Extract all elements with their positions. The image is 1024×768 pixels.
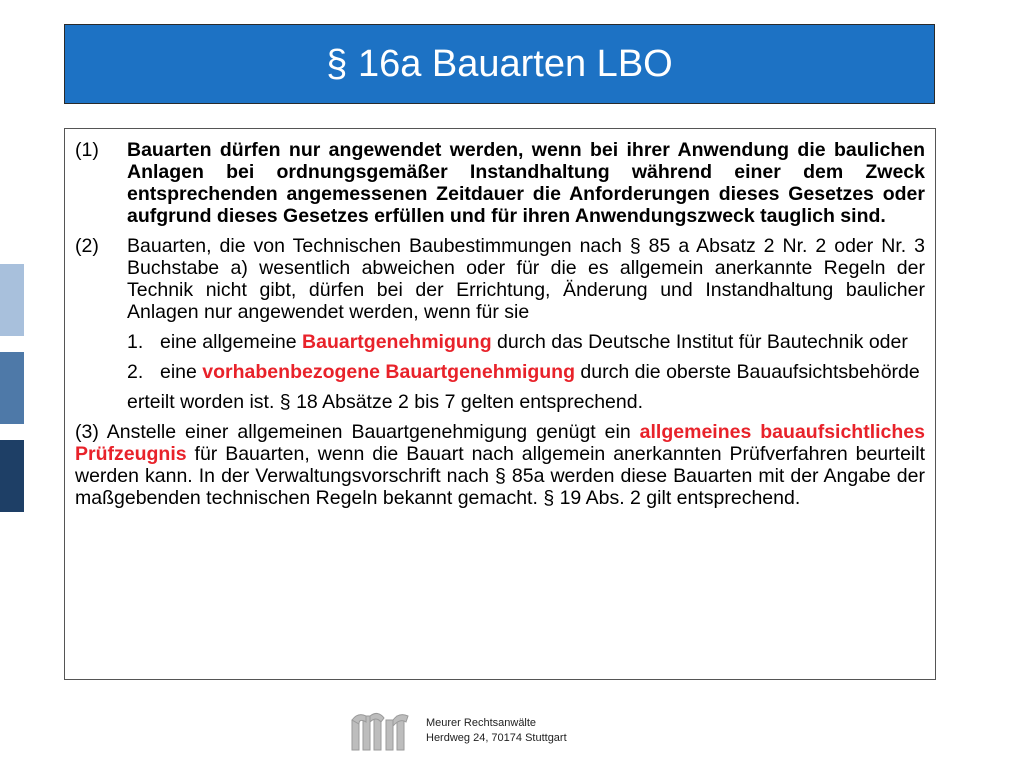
content-box <box>64 128 936 680</box>
paragraph-2-text: Bauarten, die von Technischen Baubestimmungen nach § 85 a Absatz 2 Nr. 2 oder Nr. 3 Buchstabe a) wesentlich abweichen oder für die es allgemein anerkannte Regeln der Technik nicht gibt, dürfen bei der Errichtung, Änderung und Instandhaltung baulicher Anlagen nur angewendet werden, wenn für sie <box>127 235 925 323</box>
paragraph-3-pre: (3) Anstelle einer allgemeinen Bauartgenehmigung genügt ein <box>75 421 640 443</box>
paragraph-2-tail: erteilt worden ist. § 18 Absätze 2 bis 7 gelten entsprechend. <box>127 391 643 413</box>
footer-address: Herdweg 24, 70174 Stuttgart <box>426 732 567 744</box>
item-2-text <box>160 361 925 383</box>
item-1-highlight: Bauartgenehmigung <box>302 331 492 353</box>
footer <box>426 716 567 746</box>
item-1-text <box>160 331 925 353</box>
paragraph-3-post: für Bauarten, wenn die Bauart nach allgemein anerkannten Prüfverfahren beurteilt werden kann. In der Verwaltungsvorschrift nach § 85a werden diese Bauarten mit der Angabe der maßgebenden technischen Regeln bekannt gemacht. § 19 Abs. 2 gilt entsprechend. <box>75 443 925 509</box>
side-bar-dark <box>0 440 24 512</box>
firm-logo-icon <box>350 710 410 752</box>
paragraph-2-number: (2) <box>75 235 99 257</box>
side-bar-light <box>0 264 24 336</box>
item-2-pre: eine <box>160 361 203 383</box>
item-2-highlight: vorhabenbezogene Bauartgenehmigung <box>202 361 576 383</box>
paragraph-1 <box>75 139 925 227</box>
paragraph-2-item-1 <box>127 331 925 353</box>
side-bar-medium <box>0 352 24 424</box>
paragraph-3-highlight: allgemeines bauaufsichtliches Prüfzeugnis <box>75 421 925 465</box>
item-2-number: 2. <box>127 361 144 383</box>
paragraph-1-number: (1) <box>75 139 99 161</box>
item-2-post: durch die oberste Bauaufsichtsbehörde <box>575 361 920 383</box>
paragraph-2 <box>75 235 925 323</box>
paragraph-2-item-2 <box>127 361 925 383</box>
slide-title: § 16a Bauarten LBO <box>326 42 673 85</box>
paragraph-1-text: Bauarten dürfen nur angewendet werden, wenn bei ihrer Anwendung die baulichen Anlagen bei ordnungsgemäßer Instandhaltung während einer dem Zweck entsprechenden angemessenen Zeitdauer die Anforderungen dieses Gesetzes oder aufgrund dieses Gesetzes erfüllen und für ihren Anwendungszweck tauglich sind. <box>127 139 925 227</box>
title-banner <box>64 24 935 104</box>
footer-firm: Meurer Rechtsanwälte <box>426 717 537 729</box>
item-1-number: 1. <box>127 331 144 353</box>
item-1-pre: eine allgemeine <box>160 331 303 353</box>
paragraph-3 <box>75 421 925 509</box>
item-1-post: durch das Deutsche Institut für Bautechnik oder <box>491 331 908 353</box>
